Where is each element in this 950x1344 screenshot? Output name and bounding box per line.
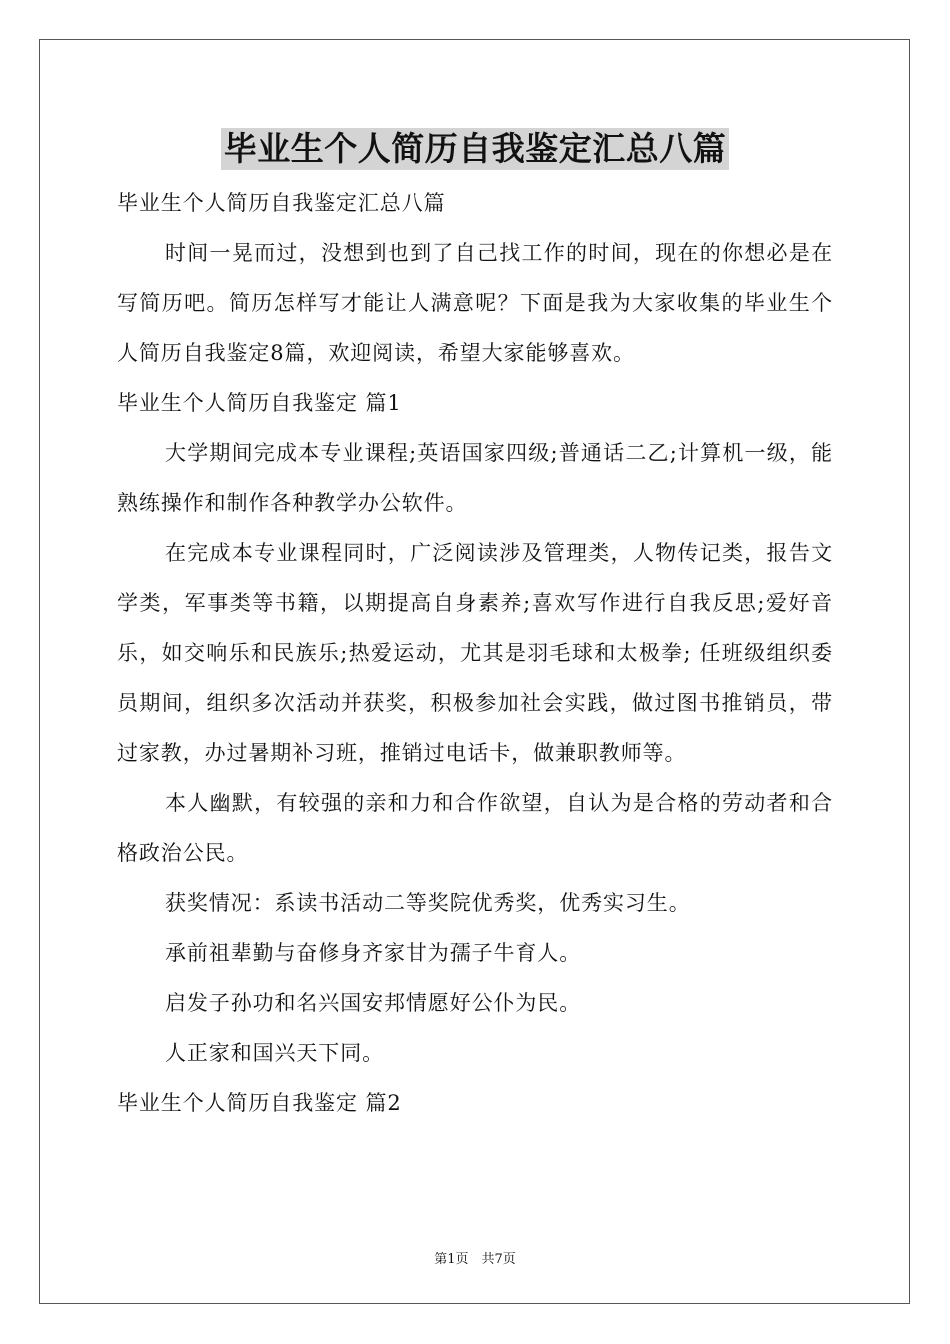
document-body (117, 178, 833, 1128)
paragraph: 获奖情况：系读书活动二等奖院优秀奖，优秀实习生。 (165, 891, 691, 915)
paragraph: 人正家和国兴天下同。 (165, 1041, 384, 1065)
paragraph: 本人幽默，有较强的亲和力和合作欲望，自认为是合格的劳动者和合格政治公民。 (117, 791, 833, 865)
section-heading: 毕业生个人简历自我鉴定 篇1 (117, 391, 402, 415)
paragraph: 在完成本专业课程同时，广泛阅读涉及管理类，人物传记类，报告文学类，军事类等书籍，以期提高自身素养;喜欢写作进行自我反思;爱好音乐，如交响乐和民族乐;热爱运动，尤其是羽毛球和太极拳; 任班级组织委员期间，组织多次活动并获奖，积极参加社会实践，做过图书推销员，带过家教，办过暑期补习班，推销过电话卡，做兼职教师等。 (117, 541, 833, 765)
paragraph: 毕业生个人简历自我鉴定汇总八篇 (117, 191, 446, 215)
section-heading: 毕业生个人简历自我鉴定 篇2 (117, 1091, 402, 1115)
paragraph: 时间一晃而过，没想到也到了自己找工作的时间，现在的你想必是在写简历吧。简历怎样写才能让人满意呢？下面是我为大家收集的毕业生个人简历自我鉴定8篇，欢迎阅读，希望大家能够喜欢。 (117, 241, 833, 365)
paragraph: 大学期间完成本专业课程;英语国家四级;普通话二乙;计算机一级，能熟练操作和制作各种教学办公软件。 (117, 441, 833, 515)
title-container (0, 128, 950, 170)
paragraph: 承前祖辈勤与奋修身齐家甘为孺子牛育人。 (165, 941, 582, 965)
paragraph: 启发子孙功和名兴国安邦情愿好公仆为民。 (165, 991, 582, 1015)
page-footer: 第1页 共7页 (434, 1252, 516, 1267)
document-title: 毕业生个人简历自我鉴定汇总八篇 (221, 128, 730, 170)
